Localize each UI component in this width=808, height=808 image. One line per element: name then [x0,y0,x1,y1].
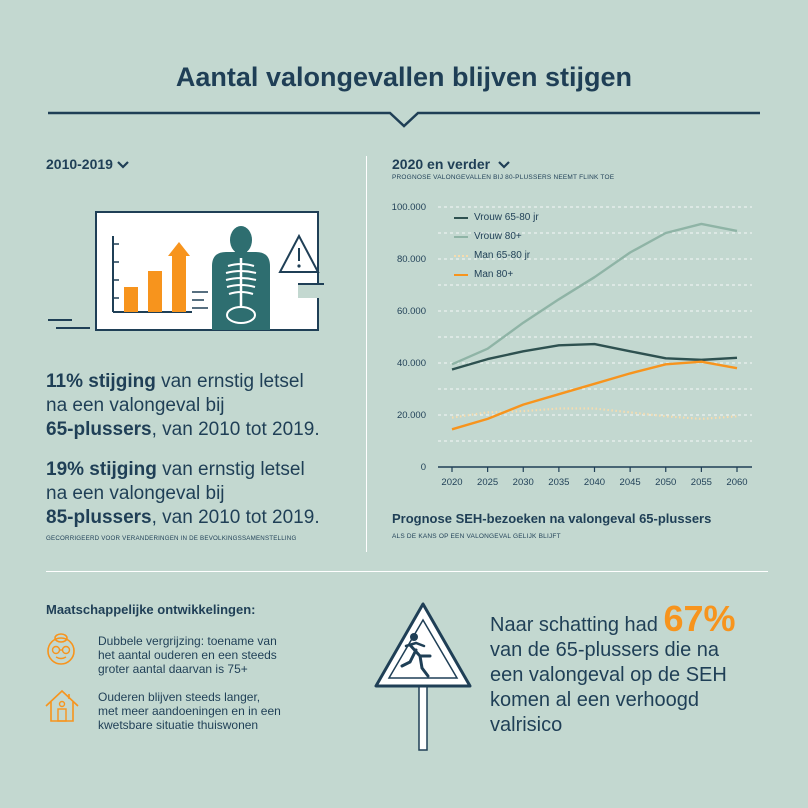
chart-legend [454,208,539,284]
chevron-down-icon [117,160,129,169]
x-tick-label: 2030 [512,477,534,488]
stat-block-2: 19% stijging van ernstig letsel na een valongeval bij 85-plussers, van 2010 tot 2019. [46,459,320,528]
series-line-man-65-80-jr [452,409,737,419]
x-tick-label: 2055 [690,477,712,488]
estimate-percent: 67% [663,598,736,639]
xray-chart-illustration [44,210,334,340]
estimate-block: Naar schatting had 67% van de 65-plussers die na een valongeval op de SEH komen al een verhoogd valrisico [490,598,736,736]
elderly-face-icon [44,630,78,668]
y-tick-label: 20.000 [396,410,426,421]
y-tick-label: 0 [420,462,426,473]
chart-caption-sub: ALS DE KANS OP EEN VALONGEVAL GELIJK BLIJFT [392,533,561,540]
vertical-divider [366,156,367,552]
horizontal-divider [46,571,768,572]
x-tick-label: 2050 [655,477,677,488]
left-heading: 2010-2019 [46,156,129,172]
x-tick-label: 2045 [619,477,641,488]
x-tick-label: 2060 [726,477,748,488]
right-subheading: PROGNOSE VALONGEVALLEN BIJ 80-PLUSSERS NEEMT FLINK TOE [392,174,615,181]
chevron-down-icon [498,160,510,169]
social-item-1: Dubbele vergrijzing: toename van het aantal ouderen en een steeds groter aantal daarvan is 75+ [98,634,277,676]
y-tick-label: 60.000 [396,306,426,317]
x-tick-label: 2020 [441,477,463,488]
house-icon [44,688,80,724]
right-heading: 2020 en verder [392,156,510,172]
legend-item: Vrouw 65-80 jr [454,208,539,227]
title-divider [48,104,760,134]
y-tick-label: 80.000 [396,254,426,265]
legend-swatch [454,236,468,238]
legend-item: Vrouw 80+ [454,227,539,246]
legend-swatch [454,217,468,219]
legend-swatch [454,255,468,257]
chart-caption: Prognose SEH-bezoeken na valongeval 65-plussers [392,511,712,526]
page-title: Aantal valongevallen blijven stijgen [175,62,633,92]
left-footnote: GECORRIGEERD VOOR VERANDERINGEN IN DE BEVOLKINGSSAMENSTELLING [46,535,297,542]
social-heading: Maatschappelijke ontwikkelingen: [46,602,256,617]
line-chart [380,196,770,496]
x-tick-label: 2040 [583,477,606,488]
legend-item: Man 80+ [454,265,539,284]
x-tick-label: 2025 [477,477,499,488]
y-tick-label: 100.000 [391,202,426,213]
y-tick-label: 40.000 [396,358,426,369]
series-line-vrouw-65-80-jr [452,344,737,369]
legend-swatch [454,274,468,276]
stat-block-1: 11% stijging van ernstig letsel na een valongeval bij 65-plussers, van 2010 tot 2019. [46,371,320,440]
legend-item: Man 65-80 jr [454,246,539,265]
fall-warning-sign-icon [372,600,476,752]
social-item-2: Ouderen blijven steeds langer, met meer aandoeningen en in een kwetsbare situatie thuiswonen [98,690,281,732]
series-line-man-80- [452,362,737,430]
x-tick-label: 2035 [548,477,570,488]
